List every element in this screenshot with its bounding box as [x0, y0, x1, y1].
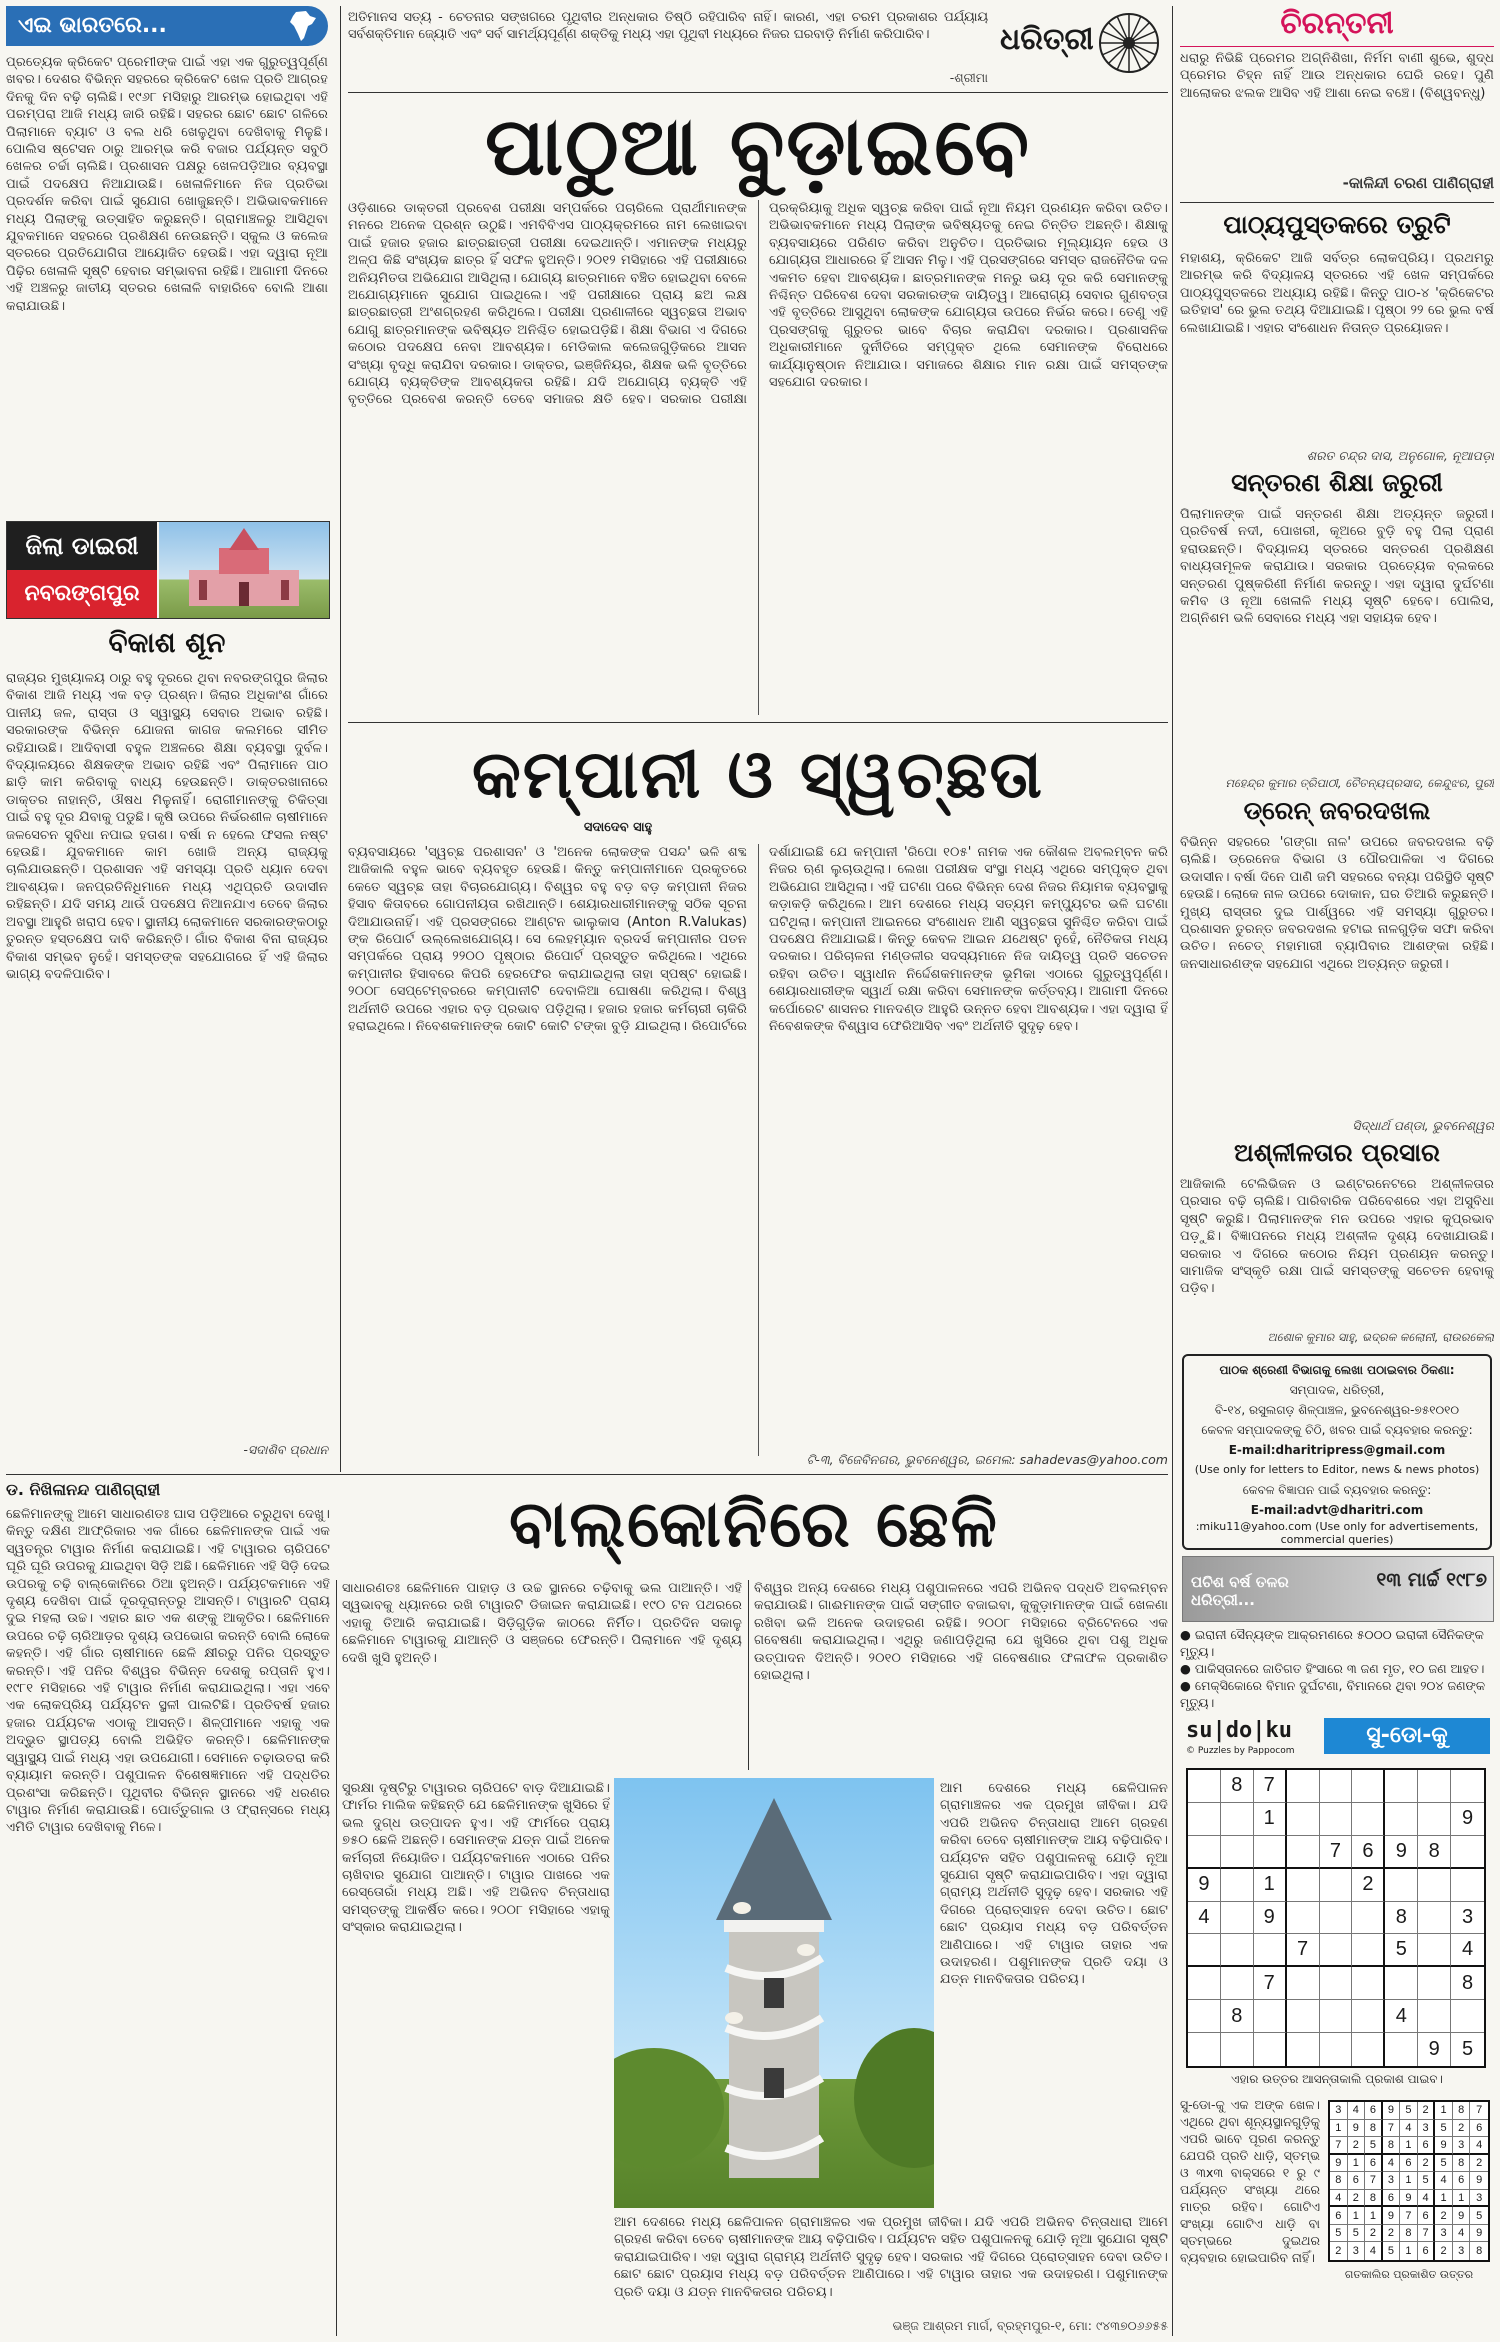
solution-cell: 8 [1365, 2120, 1383, 2138]
contact-box [1182, 1354, 1492, 1550]
sudoku-logo [1182, 1714, 1492, 1762]
editorial1-text: ଓଡ଼ିଶାରେ ଡାକ୍ତରୀ ପ୍ରବେଶ ପରୀକ୍ଷା ସମ୍ପର୍କରେ ପଚାରିଲେ ପ୍ରାର୍ଥୀମାନଙ୍କ ମନରେ ଅନେକ ପ୍ରଶ୍ନ ଉଠୁଛି। ଏମବିବିଏସ ପାଠ୍ୟକ୍ରମରେ ନାମ ଲେଖାଇବା ପାଇଁ ହଜାର ହଜାର ଛାତ୍ରଛାତ୍ରୀ ପରୀକ୍ଷା ଦେଇଥାନ୍ତି। ଏମାନଙ୍କ ମଧ୍ୟରୁ ଅଳ୍ପ କିଛି ସଂଖ୍ୟକ ଛାତ୍ର ହିଁ ସଫଳ ହୁଅନ୍ତି। ୨୦୧୨ ମସିହାରେ ଏହି ପରୀକ୍ଷାରେ ଅନିୟମିତତା ଅଭିଯୋଗ ଆସିଥିଲା। ଯୋଗ୍ୟ ଛାତ୍ରମାନେ ବଞ୍ଚିତ ହୋଇଥିବା ବେଳେ ଅଯୋଗ୍ୟମାନେ ସୁଯୋଗ ପାଇଥିଲେ। ଏହି ପରୀକ୍ଷାରେ ପ୍ରାୟ ଛଅ ଲକ୍ଷ ଛାତ୍ରଛାତ୍ରୀ ଅଂଶଗ୍ରହଣ କରିଥିଲେ। ପରୀକ୍ଷା ପ୍ରଣାଳୀରେ ସ୍ୱଚ୍ଛତା ଅଭାବ ଯୋଗୁ ଛାତ୍ରମାନଙ୍କ ଭବିଷ୍ୟତ ଅନିଶ୍ଚିତ ହୋଇପଡ଼ିଛି। ଶିକ୍ଷା ବିଭାଗ ଏ ଦିଗରେ କଠୋର ପଦକ୍ଷେପ ନେବା ଆବଶ୍ୟକ। ମେଡିକାଲ କଲେଜଗୁଡ଼ିକରେ ଆସନ ସଂଖ୍ୟା ବୃଦ୍ଧି କରାଯିବା ଦରକାର। ଡାକ୍ତର, ଇଞ୍ଜିନିୟର, ଶିକ୍ଷକ ଭଳି ବୃତ୍ତିରେ ଯୋଗ୍ୟ ବ୍ୟକ୍ତିଙ୍କ ଆବଶ୍ୟକତା ରହିଛି। ଯଦି ଅଯୋଗ୍ୟ ବ୍ୟକ୍ତି ଏହି ବୃତ୍ତିରେ ପ୍ରବେଶ କରନ୍ତି ତେବେ ସମାଜର କ୍ଷତି ହେବ। ସରକାର ପରୀକ୍ଷା ପ୍ରକ୍ରିୟାକୁ ଅଧିକ ସ୍ୱଚ୍ଛ କରିବା ପାଇଁ ନୂଆ ନିୟମ ପ୍ରଣୟନ କରିବା ଉଚିତ। ଅଭିଭାବକମାନେ ମଧ୍ୟ ପିଲାଙ୍କ ଭବିଷ୍ୟତକୁ ନେଇ ଚିନ୍ତିତ ଅଛନ୍ତି। ଶିକ୍ଷାକୁ ବ୍ୟବସାୟରେ ପରିଣତ କରିବା ଅନୁଚିତ। ପ୍ରତିଭାର ମୂଲ୍ୟାୟନ ହେଉ ଓ ଯୋଗ୍ୟତା ଆଧାରରେ ହିଁ ଆସନ ମିଳୁ। ଏହି ପ୍ରସଙ୍ଗରେ ସମସ୍ତ ରାଜନୈତିକ ଦଳ ଏକମତ ହେବା ଆବଶ୍ୟକ। ଛାତ୍ରମାନଙ୍କ ମନରୁ ଭୟ ଦୂର କରି ସେମାନଙ୍କୁ ନିଶ୍ଚିନ୍ତ ପରିବେଶ ଦେବା ସରକାରଙ୍କ ଦାୟିତ୍ୱ। ଆରୋଗ୍ୟ ସେବାର ଗୁଣବତ୍ତା ଏହି ବୃତ୍ତିରେ ଆସୁଥିବା ଲୋକଙ୍କ ଯୋଗ୍ୟତା ଉପରେ ନିର୍ଭର କରେ। ତେଣୁ ଏହି ପ୍ରସଙ୍ଗକୁ ଗୁରୁତର ଭାବେ ବିଚାର କରାଯିବା ଦରକାର। ପ୍ରଶାସନିକ ଅଧିକାରୀମାନେ ଦୁର୍ନୀତିରେ ସମ୍ପୃକ୍ତ ଥିଲେ ସେମାନଙ୍କ ବିରୋଧରେ କାର୍ଯ୍ୟାନୁଷ୍ଠାନ ନିଆଯାଉ। ସମାଜରେ ଶିକ୍ଷାର ମାନ ରକ୍ଷା ପାଇଁ ସମସ୍ତଙ୍କ ସହଯୋଗ ଦରକାର। [348, 201, 1168, 408]
editorial2-author: ସଦାଦେବ ସାହୁ [583, 820, 653, 835]
editorial2-bottom-rule [6, 1474, 1168, 1475]
sudoku-cell: 1 [1254, 1869, 1287, 1902]
sudoku-cell [1287, 1967, 1320, 2000]
editorial2-signature: ଟି-୩, ବିଜେବିନଗର, ଭୁବନେଶ୍ୱର, ଇମେଲ: sahadevas@yahoo.com [806, 1452, 1168, 1467]
sudoku-cell: 5 [1451, 2033, 1484, 2066]
sudoku-cell: 3 [1451, 1902, 1484, 1935]
sudoku-cell [1451, 1869, 1484, 1902]
sudoku-logo-sub: © Puzzles by Pappocom [1186, 1746, 1295, 1756]
solution-cell: 6 [1418, 2207, 1436, 2225]
sudoku-cell [1320, 2000, 1353, 2033]
solution-cell: 6 [1418, 2242, 1436, 2260]
sudoku-cell [1221, 2033, 1254, 2066]
solution-cell: 6 [1365, 2102, 1383, 2120]
solution-cell: 6 [1383, 2190, 1401, 2208]
sudoku-cell: 4 [1385, 2000, 1418, 2033]
editorial3-signature: ଭଞ୍ଜ ଆଶ୍ରମ ମାର୍ଗ, ବ୍ରହ୍ମପୁର-୧, ମୋ: ୯୪୩୭୦୬୬୫୫ [892, 2318, 1168, 2333]
solution-cell: 1 [1435, 2102, 1453, 2120]
dharitri-logo [1000, 10, 1160, 82]
history-banner-right: ୧୩ ମାର୍ଚ୍ଚ ୧୯୮୭ [1376, 1569, 1487, 1591]
solution-cell: 2 [1383, 2225, 1401, 2243]
sudoku-cell [1320, 2033, 1353, 2066]
solution-cell: 9 [1470, 2225, 1488, 2243]
letter2-signature: ମହେନ୍ଦ୍ର କୁମାର ତ୍ରିପାଠୀ, ଚୈତନ୍ୟପ୍ରସାଦ, କେନ୍ଦୁଝର, ପୁରୀ [1225, 776, 1494, 790]
dharitri-logo-text: ଧରିତ୍ରୀ [1000, 22, 1094, 57]
sudoku-cell: 4 [1188, 1902, 1221, 1935]
solution-cell: 8 [1383, 2137, 1401, 2155]
sudoku-cell [1188, 1836, 1221, 1869]
sudoku-cell [1287, 2000, 1320, 2033]
sudoku-cell: 8 [1385, 1902, 1418, 1935]
sudoku-cell [1221, 1836, 1254, 1869]
sudoku-cell [1352, 1934, 1385, 1967]
goat-tower-photo [614, 1778, 934, 2208]
sudoku-cell [1254, 1934, 1287, 1967]
sudoku-cell [1221, 1803, 1254, 1836]
contact-line: କେବଳ ସମ୍ପାଦକଙ୍କୁ ଚିଠି, ଖବର ପାଇଁ ବ୍ୟବହାର କରନ୍ତୁ: [1201, 1423, 1473, 1437]
solution-cell: 3 [1330, 2102, 1348, 2120]
solution-cell: 4 [1400, 2120, 1418, 2138]
sudoku-cell [1188, 2000, 1221, 2033]
chirantani-author: -କାଳିନ୍ଦୀ ଚରଣ ପାଣିଗ୍ରାହୀ [1342, 174, 1494, 192]
sudoku-cell [1254, 2033, 1287, 2066]
solution-cell: 5 [1435, 2120, 1453, 2138]
sudoku-cell [1451, 1836, 1484, 1869]
solution-cell: 1 [1435, 2190, 1453, 2208]
sudoku-cell [1418, 1869, 1451, 1902]
advt-email-link[interactable]: E-mail:advt@dharitri.com [1250, 1503, 1424, 1517]
letter4-text: ଆଜିକାଲି ଟେଲିଭିଜନ ଓ ଇଣ୍ଟରନେଟରେ ଅଶ୍ଳୀଳତାର ପ୍ରସାର ବଢ଼ି ଚାଲିଛି। ପାରିବାରିକ ପରିବେଶରେ ଏହା ଅସୁବିଧା ସୃଷ୍ଟି କରୁଛି। ପିଲାମାନଙ୍କ ମନ ଉପରେ ଏହାର କୁପ୍ରଭାବ ପଡ଼ୁଛି। ବିଜ୍ଞାପନରେ ମଧ୍ୟ ଅଶ୍ଳୀଳ ଦୃଶ୍ୟ ଦେଖାଯାଉଛି। ସରକାର ଏ ଦିଗରେ କଠୋର ନିୟମ ପ୍ରଣୟନ କରନ୍ତୁ। ସାମାଜିକ ସଂସ୍କୃତି ରକ୍ଷା ପାଇଁ ସମସ୍ତଙ୍କୁ ସଚେତନ ହେବାକୁ ପଡ଼ିବ। [1180, 1177, 1494, 1297]
solution-cell: 3 [1453, 2137, 1471, 2155]
ei-bharatare-banner [6, 6, 328, 46]
solution-cell: 8 [1453, 2102, 1471, 2120]
sudoku-cell [1418, 1902, 1451, 1935]
solution-cell: 2 [1435, 2207, 1453, 2225]
solution-cell: 2 [1330, 2242, 1348, 2260]
solution-cell: 4 [1330, 2190, 1348, 2208]
solution-cell: 8 [1330, 2172, 1348, 2190]
solution-cell: 6 [1400, 2155, 1418, 2173]
solution-cell: 2 [1418, 2102, 1436, 2120]
solution-cell: 5 [1365, 2137, 1383, 2155]
sudoku-cell: 9 [1451, 1803, 1484, 1836]
district-diary-banner [6, 521, 330, 619]
solution-cell: 1 [1453, 2190, 1471, 2208]
history-banner-left: ପଚିଶ ବର୍ଷ ତଳର ଧରିତ୍ରୀ... [1191, 1573, 1289, 1609]
letter3-signature: ସିଦ୍ଧାର୍ଥ ପଣ୍ଡା, ଭୁବନେଶ୍ୱର [1352, 1118, 1494, 1133]
sudoku-cell: 8 [1418, 1836, 1451, 1869]
solution-cell: 3 [1348, 2242, 1366, 2260]
solution-cell: 7 [1470, 2102, 1488, 2120]
contact-line: କେବଳ ବିଜ୍ଞାପନ ପାଇଁ ବ୍ୟବହାର କରନ୍ତୁ: [1242, 1483, 1432, 1497]
solution-cell: 5 [1348, 2225, 1366, 2243]
solution-cell: 4 [1348, 2102, 1366, 2120]
solution-cell: 9 [1383, 2207, 1401, 2225]
editorial3-text-left: ଛେଳିମାନଙ୍କୁ ଆମେ ସାଧାରଣତଃ ଘାସ ପଡ଼ିଆରେ ଚରୁଥିବା ଦେଖୁ। କିନ୍ତୁ ଦକ୍ଷିଣ ଆଫ୍ରିକାର ଏକ ଗାଁରେ ଛେଳିମାନଙ୍କ ପାଇଁ ଏକ ସ୍ୱତନ୍ତ୍ର ଟାୱାର ନିର୍ମାଣ କରାଯାଇଛି। ଏହି ଟାୱାରର ଚାରିପଟେ ଘୂରି ଘୂରି ଉପରକୁ ଯାଇଥିବା ସିଡ଼ି ଅଛି। ଛେଳିମାନେ ଏହି ସିଡ଼ି ଦେଇ ଉପରକୁ ଚଢ଼ି ବାଲ୍‌କୋନିରେ ଠିଆ ହୁଅନ୍ତି। ପର୍ଯ୍ୟଟକମାନେ ଏହି ଦୃଶ୍ୟ ଦେଖିବା ପାଇଁ ଦୂରଦୂରାନ୍ତରୁ ଆସନ୍ତି। ଟାୱାରଟି ପ୍ରାୟ ଦୁଇ ମହଲା ଉଚ୍ଚ। ଏହାର ଛାତ ଏକ ଶଙ୍କୁ ଆକୃତିର। ଛେଳିମାନେ ଉପରେ ଚଢ଼ି ଚାରିଆଡ଼ର ଦୃଶ୍ୟ ଉପଭୋଗ କରନ୍ତି ବୋଲି ଲୋକେ କହନ୍ତି। ଏହି ଗାଁର ଚାଷୀମାନେ ଛେଳି କ୍ଷୀରରୁ ପନିର ପ୍ରସ୍ତୁତ କରନ୍ତି। ଏହି ପନିର ବିଶ୍ୱର ବିଭିନ୍ନ ଦେଶକୁ ରପ୍ତାନି ହୁଏ। ୧୯୮୧ ମସିହାରେ ଏହି ଟାୱାର ନିର୍ମାଣ କରାଯାଇଥିଲା। ଏହା ଏବେ ଏକ ଲୋକପ୍ରିୟ ପର୍ଯ୍ୟଟନ ସ୍ଥଳୀ ପାଲଟିଛି। ପ୍ରତିବର୍ଷ ହଜାର ହଜାର ପର୍ଯ୍ୟଟକ ଏଠାକୁ ଆସନ୍ତି। ଶିଳ୍ପୀମାନେ ଏହାକୁ ଏକ ଅଦ୍ଭୁତ ସ୍ଥାପତ୍ୟ ବୋଲି ଅଭିହିତ କରନ୍ତି। ଛେଳିମାନଙ୍କ ସ୍ୱାସ୍ଥ୍ୟ ପାଇଁ ମଧ୍ୟ ଏହା ଉପଯୋଗୀ। ସେମାନେ ଚଢ଼ାଉତରା କରି ବ୍ୟାୟାମ କରନ୍ତି। ପଶୁପାଳନ ବିଶେଷଜ୍ଞମାନେ ଏହି ପଦ୍ଧତିର ପ୍ରଶଂସା କରିଛନ୍ତି। ପୃଥିବୀର ବିଭିନ୍ନ ସ୍ଥାନରେ ଏହି ଧରଣର ଟାୱାର ନିର୍ମାଣ କରାଯାଉଛି। ପୋର୍ତ୍ତୁଗାଲ ଓ ଫ୍ରାନ୍ସରେ ମଧ୍ୟ ଏମିତି ଟାୱାର ଦେଖିବାକୁ ମିଳେ। [6, 1507, 330, 1836]
sudoku-cell [1385, 1869, 1418, 1902]
letter1-title: ପାଠ୍ୟପୁସ୍ତକରେ ତ୍ରୁଟି [1223, 210, 1451, 239]
district-diary-label-bottom: ନବରଙ୍ଗପୁର [7, 570, 157, 618]
masthead-rule [348, 92, 1168, 93]
chirantani-poem: ଧରାରୁ ନିଭିଛି ପ୍ରେମର ଅଗ୍ନିଶିଖା, ନିର୍ମମ ବାଣୀ ଶୁଭେ, ଶୁଦ୍ଧ ପ୍ରେମର ଚିହ୍ନ ନାହିଁ ଆଉ ଅନ୍ଧକାର ଘେରି ରହେ। ପୁଣି ଆଲୋକର ଝଲକ ଆସିବ ଏହି ଆଶା ନେଇ ବଞ୍ଚେ। (ବିଶ୍ୱବନ୍ଧୁ) [1180, 51, 1494, 101]
history-banner [1182, 1556, 1494, 1622]
solution-cell: 3 [1453, 2242, 1471, 2260]
solution-cell: 8 [1453, 2155, 1471, 2173]
district-diary-label-top: ଜିଲା ଡାଇରୀ [7, 522, 157, 570]
sudoku-cell [1287, 1836, 1320, 1869]
solution-cell: 6 [1418, 2137, 1436, 2155]
sudoku-cell [1352, 1770, 1385, 1803]
editorial1-headline: ପାଠୁଆ ବୁଡ଼ାଇବେ [484, 99, 1031, 193]
masthead-quote: ଅତିମାନସ ସତ୍ୟ - ଚେତନାର ସଙ୍ଖଗରେ ପୃଥିବୀର ଅନ୍ଧକାର ତିଷ୍ଠି ରହିପାରିବ ନାହିଁ। କାରଣ, ଏହା ଚରମ ପ୍ରକାଶର ପର୍ଯ୍ୟାୟ ସର୍ବଶକ୍ତିମାନ ଜ୍ୟୋତି ଏବଂ ସର୍ବ ସାମର୍ଥ୍ୟପୂର୍ଣ୍ଣ ଶକ୍ତିକୁ ମଧ୍ୟ ଏହା ପୃଥିବୀ ମଧ୍ୟରେ ନିଜର ଘରବାଡ଼ି ନିର୍ମାଣ କରିପାରିବ। [348, 10, 988, 42]
solution-cell: 3 [1418, 2120, 1436, 2138]
sudoku-cell [1287, 1902, 1320, 1935]
solution-cell: 3 [1383, 2172, 1401, 2190]
solution-cell: 4 [1383, 2155, 1401, 2173]
sudoku-cell [1320, 1770, 1353, 1803]
sudoku-cell: 4 [1451, 1934, 1484, 1967]
solution-cell: 4 [1453, 2225, 1471, 2243]
contact-line: ସମ୍ପାଦକ, ଧରିତ୍ରୀ, [1289, 1383, 1385, 1397]
sudoku-cell [1352, 1902, 1385, 1935]
solution-cell: 2 [1470, 2155, 1488, 2173]
solution-cell: 8 [1400, 2225, 1418, 2243]
sudoku-cell: 2 [1352, 1869, 1385, 1902]
editorial3-headline: ବାଲ୍‌କୋନିରେ ଛେଳି [509, 1487, 999, 1562]
sudoku-cell [1221, 1902, 1254, 1935]
solution-cell: 6 [1453, 2172, 1471, 2190]
history-item: ● ଇରାନୀ ସୈନ୍ୟଙ୍କ ଆକ୍ରମଣରେ ୫୦୦୦ ଇରାକୀ ସୈନିକଙ୍କ ମୃତ୍ୟୁ। [1180, 1627, 1484, 1659]
editorial3-text-right1: ବିଶ୍ୱର ଅନ୍ୟ ଦେଶରେ ମଧ୍ୟ ପଶୁପାଳନରେ ଏପରି ଅଭିନବ ପଦ୍ଧତି ଅବଲମ୍ବନ କରାଯାଉଛି। ଗାଈମାନଙ୍କ ପାଇଁ ସଙ୍ଗୀତ ବଜାଇବା, କୁକୁଡ଼ାମାନଙ୍କ ପାଇଁ ଖେଳଣା ରଖିବା ଭଳି ଅନେକ ଉଦାହରଣ ରହିଛି। ୨୦୦୮ ମସିହାରେ ବ୍ରିଟେନରେ ଏକ ଗବେଷଣା କରାଯାଇଥିଲା। ଏଥିରୁ ଜଣାପଡ଼ିଥିଲା ଯେ ଖୁସିରେ ଥିବା ପଶୁ ଅଧିକ ଉତ୍ପାଦନ ଦିଅନ୍ତି। ୨୦୧୦ ମସିହାରେ ଏହି ଗବେଷଣାର ଫଳାଫଳ ପ୍ରକାଶିତ ହୋଇଥିଲା। [754, 1581, 1168, 1684]
letter1-text: ମହାଶୟ, କ୍ରିକେଟ ଆଜି ସର୍ବତ୍ର ଲୋକପ୍ରିୟ। ପ୍ରଥମରୁ ଆରମ୍ଭ କରି ବିଦ୍ୟାଳୟ ସ୍ତରରେ ଏହି ଖେଳ ସମ୍ପର୍କରେ ପାଠ୍ୟପୁସ୍ତକରେ ଅଧ୍ୟାୟ ରହିଛି। କିନ୍ତୁ ପାଠ-୪ 'କ୍ରିକେଟର ଇତିହାସ' ରେ ଭୁଲ ତଥ୍ୟ ଦିଆଯାଇଛି। ପୃଷ୍ଠା ୨୨ ରେ ଭୁଲ ବର୍ଷ ଲେଖାଯାଇଛି। ଏହାର ସଂଶୋଧନ ନିତାନ୍ତ ପ୍ରୟୋଜନ। [1180, 251, 1494, 336]
solution-cell: 2 [1365, 2225, 1383, 2243]
sudoku-cell [1221, 1869, 1254, 1902]
solution-cell: 1 [1348, 2207, 1366, 2225]
solution-cell: 4 [1418, 2190, 1436, 2208]
sudoku-cell [1188, 2033, 1221, 2066]
letter2-title: ସନ୍ତରଣ ଶିକ୍ଷା ଜରୁରୀ [1231, 468, 1443, 497]
right-column [1180, 6, 1494, 2336]
masthead [348, 6, 1168, 90]
editorial3-text-bottom: ଆମ ଦେଶରେ ମଧ୍ୟ ଛେଳିପାଳନ ଗ୍ରାମାଞ୍ଚଳର ଏକ ପ୍ରମୁଖ ଜୀବିକା। ଯଦି ଏପରି ଅଭିନବ ଚିନ୍ତାଧାରା ଆମେ ଗ୍ରହଣ କରିବା ତେବେ ଚାଷୀମାନଙ୍କ ଆୟ ବଢ଼ିପାରିବ। ପର୍ଯ୍ୟଟନ ସହିତ ପଶୁପାଳନକୁ ଯୋଡ଼ି ନୂଆ ସୁଯୋଗ ସୃଷ୍ଟି କରାଯାଇପାରିବ। ଏହା ଦ୍ୱାରା ଗ୍ରାମ୍ୟ ଅର୍ଥନୀତି ସୁଦୃଢ଼ ହେବ। ସରକାର ଏହି ଦିଗରେ ପ୍ରୋତ୍ସାହନ ଦେବା ଉଚିତ। ଛୋଟ ଛୋଟ ପ୍ରୟାସ ମଧ୍ୟ ବଡ଼ ପରିବର୍ତ୍ତନ ଆଣିପାରେ। ଏହି ଟାୱାର ତାହାର ଏକ ଉଦାହରଣ। ପଶୁମାନଙ୍କ ପ୍ରତି ଦୟା ଓ ଯତ୍ନ ମାନବିକତାର ପରିଚୟ। [614, 2215, 1168, 2300]
sudoku-cell [1352, 2033, 1385, 2066]
sudoku-cell [1451, 2000, 1484, 2033]
sudoku-grid [1186, 1768, 1486, 2068]
contact-line: (Use only for letters to Editor, news & news photos) [1194, 1463, 1480, 1476]
solution-cell: 8 [1365, 2190, 1383, 2208]
letter3-text: ବିଭିନ୍ନ ସହରରେ 'ଗଙ୍ଗା ନାଳ' ଉପରେ ଜବରଦଖଲ ବଢ଼ି ଚାଲିଛି। ଡ୍ରେନେଜ ବିଭାଗ ଓ ପୌରପାଳିକା ଏ ଦିଗରେ ଉଦାସୀନ। ବର୍ଷା ଦିନେ ପାଣି ଜମି ସହରରେ ବନ୍ୟା ପରିସ୍ଥିତି ସୃଷ୍ଟି ହେଉଛି। ଲୋକେ ନାଳ ଉପରେ ଦୋକାନ, ଘର ତିଆରି କରୁଛନ୍ତି। ମୁଖ୍ୟ ରାସ୍ତାର ଦୁଇ ପାର୍ଶ୍ୱରେ ଏହି ସମସ୍ୟା ଗୁରୁତର। ପ୍ରଶାସନ ତୁରନ୍ତ ଜବରଦଖଲ ହଟାଇ ନାଳଗୁଡ଼ିକ ସଫା କରିବା ଉଚିତ। ନଚେତ୍ ମହାମାରୀ ବ୍ୟାପିବାର ଆଶଙ୍କା ରହିଛି। ଜନସାଧାରଣଙ୍କ ସହଯୋଗ ଏଥିରେ ଅତ୍ୟନ୍ତ ଜରୁରୀ। [1180, 835, 1494, 972]
solution-cell: 5 [1400, 2102, 1418, 2120]
solution-cell: 9 [1348, 2120, 1366, 2138]
letter4-title: ଅଶ୍ଳୀଳତାର ପ୍ରସାର [1233, 1138, 1440, 1167]
solution-cell: 1 [1348, 2155, 1366, 2173]
sudoku-cell [1221, 1967, 1254, 2000]
history-list [1180, 1626, 1494, 1710]
sudoku-cell: 5 [1385, 1934, 1418, 1967]
solution-cell: 7 [1418, 2225, 1436, 2243]
sudoku-logo-right: ସୁ-ଡୋ-କୁ [1324, 1718, 1490, 1754]
sudoku-cell: 6 [1352, 1836, 1385, 1869]
district-story: ରାଜ୍ୟର ମୁଖ୍ୟାଳୟ ଠାରୁ ବହୁ ଦୂରରେ ଥିବା ନବରଙ୍ଗପୁର ଜିଲାର ବିକାଶ ଆଜି ମଧ୍ୟ ଏକ ବଡ଼ ପ୍ରଶ୍ନ। ଜିଲାର ଅଧିକାଂଶ ଗାଁରେ ପାନୀୟ ଜଳ, ରାସ୍ତା ଓ ସ୍ୱାସ୍ଥ୍ୟ ସେବାର ଅଭାବ ରହିଛି। ସରକାରଙ୍କ ବିଭିନ୍ନ ଯୋଜନା କାଗଜ କଲମରେ ସୀମିତ ରହିଯାଉଛି। ଆଦିବାସୀ ବହୁଳ ଅଞ୍ଚଳରେ ଶିକ୍ଷା ବ୍ୟବସ୍ଥା ଦୁର୍ବଳ। ବିଦ୍ୟାଳୟରେ ଶିକ୍ଷକଙ୍କ ଅଭାବ ରହିଛି ଏବଂ ପିଲାମାନେ ପାଠ ଛାଡ଼ି କାମ କରିବାକୁ ବାଧ୍ୟ ହେଉଛନ୍ତି। ଡାକ୍ତରଖାନାରେ ଡାକ୍ତର ନାହାନ୍ତି, ଔଷଧ ମିଳୁନାହିଁ। ରୋଗୀମାନଙ୍କୁ ଚିକିତ୍ସା ପାଇଁ ବହୁ ଦୂର ଯିବାକୁ ପଡୁଛି। କୃଷି ଉପରେ ନିର୍ଭରଶୀଳ ଚାଷୀମାନେ ଜଳସେଚନ ସୁବିଧା ନପାଇ ହତାଶ। ବର୍ଷା ନ ହେଲେ ଫସଲ ନଷ୍ଟ ହେଉଛି। ଯୁବକମାନେ କାମ ଖୋଜି ଅନ୍ୟ ରାଜ୍ୟକୁ ଚାଲିଯାଉଛନ୍ତି। ପ୍ରଶାସନ ଏହି ସମସ୍ୟା ପ୍ରତି ଧ୍ୟାନ ଦେବା ଆବଶ୍ୟକ। ଜନପ୍ରତିନିଧିମାନେ ମଧ୍ୟ ଏଥିପ୍ରତି ଉଦାସୀନ ରହିଛନ୍ତି। ଯଦି ସମୟ ଥାଉଁ ପଦକ୍ଷେପ ନିଆନଯାଏ ତେବେ ଜିଲାର ଅବସ୍ଥା ଆହୁରି ଖରାପ ହେବ। ସ୍ଥାନୀୟ ଲୋକମାନେ ସରକାରଙ୍କଠାରୁ ତୁରନ୍ତ ହସ୍ତକ୍ଷେପ ଦାବି କରିଛନ୍ତି। ଗାଁର ବିକାଶ ବିନା ରାଜ୍ୟର ବିକାଶ ସମ୍ଭବ ନୁହେଁ। ସମସ୍ତଙ୍କ ସହଯୋଗରେ ହିଁ ଏହି ଜିଲାର ଭାଗ୍ୟ ବଦଳିପାରିବ। [6, 671, 328, 982]
sudoku-cell: 9 [1188, 1869, 1221, 1902]
sudoku-cell [1287, 1770, 1320, 1803]
district-story-signature: -ସଦାଶିବ ପ୍ରଧାନ [243, 1442, 328, 1457]
sudoku-cell: 9 [1385, 1836, 1418, 1869]
solution-cell: 6 [1365, 2155, 1383, 2173]
solution-cell: 1 [1400, 2172, 1418, 2190]
sudoku-cell [1385, 2033, 1418, 2066]
sudoku-cell [1418, 1803, 1451, 1836]
solution-cell: 2 [1348, 2190, 1366, 2208]
solution-cell: 9 [1435, 2137, 1453, 2155]
solution-cell: 7 [1383, 2120, 1401, 2138]
solution-cell: 6 [1330, 2207, 1348, 2225]
sudoku-cell [1287, 1803, 1320, 1836]
temple-photo [159, 522, 329, 618]
divider-left [340, 6, 341, 1472]
ei-bharatare-story: ପ୍ରତ୍ୟେକ କ୍ରିକେଟ ପ୍ରେମୀଙ୍କ ପାଇଁ ଏହା ଏକ ଗୁରୁତ୍ୱପୂର୍ଣ୍ଣ ଖବର। ଦେଶର ବିଭିନ୍ନ ସହରରେ କ୍ରିକେଟ ଖେଳ ପ୍ରତି ଆଗ୍ରହ ଦିନକୁ ଦିନ ବଢ଼ି ଚାଲିଛି। ୧୯୬୮ ମସିହାରୁ ଆରମ୍ଭ ହୋଇଥିବା ଏହି ପରମ୍ପରା ଆଜି ମଧ୍ୟ ଜାରି ରହିଛି। ସହରର ଛୋଟ ଛୋଟ ଗଳିରେ ପିଲାମାନେ ବ୍ୟାଟ ଓ ବଲ ଧରି ଖେଳୁଥିବା ଦେଖିବାକୁ ମିଳୁଛି। ପୋଲିସ ଷ୍ଟେସନ ଠାରୁ ଆରମ୍ଭ କରି ବଜାର ପର୍ଯ୍ୟନ୍ତ ସବୁଠି ଖେଳର ଚର୍ଚ୍ଚା ଚାଲିଛି। ପ୍ରଶାସନ ପକ୍ଷରୁ ଖେଳପଡ଼ିଆର ବ୍ୟବସ୍ଥା ପାଇଁ ପଦକ୍ଷେପ ନିଆଯାଉଛି। ଖେଳାଳିମାନେ ନିଜ ପ୍ରତିଭା ପ୍ରଦର୍ଶନ କରିବା ପାଇଁ ସୁଯୋଗ ଖୋଜୁଛନ୍ତି। ଅଭିଭାବକମାନେ ମଧ୍ୟ ପିଲାଙ୍କୁ ଉତ୍ସାହିତ କରୁଛନ୍ତି। ଗ୍ରାମାଞ୍ଚଳରୁ ଆସିଥିବା ଯୁବକମାନେ ସହରରେ ପ୍ରଶିକ୍ଷଣ ନେଉଛନ୍ତି। ସ୍କୁଲ ଓ କଲେଜ ସ୍ତରରେ ପ୍ରତିଯୋଗିତା ଆୟୋଜିତ ହେଉଛି। ଏହା ଦ୍ୱାରା ନୂଆ ପିଢ଼ିର ଖେଳାଳି ସୃଷ୍ଟି ହେବାର ସମ୍ଭାବନା ରହିଛି। ଆଗାମୀ ଦିନରେ ଏହି ଅଞ୍ଚଳରୁ ଜାତୀୟ ସ୍ତରର ଖେଳାଳି ବାହାରିବେ ବୋଲି ଆଶା କରାଯାଉଛି। [6, 55, 328, 314]
sudoku-cell [1188, 1803, 1221, 1836]
editorial1-bottom-rule [348, 722, 1168, 723]
sudoku-cell: 8 [1221, 2000, 1254, 2033]
sudoku-cell: 7 [1320, 1836, 1353, 1869]
sudoku-cell [1418, 1967, 1451, 2000]
sudoku-cell [1352, 2000, 1385, 2033]
sudoku-cell [1320, 1869, 1353, 1902]
solution-cell: 2 [1418, 2155, 1436, 2173]
sudoku-cell [1320, 1803, 1353, 1836]
solution-cell: 2 [1453, 2120, 1471, 2138]
contact-line: ବି-୧୪, ରସୁଲଗଡ଼ ଶିଳ୍ପାଞ୍ଚଳ, ଭୁବନେଶ୍ୱର-୭୫୧୦୧୦ [1214, 1403, 1460, 1417]
history-item: ● ପାକିସ୍ତାନରେ ଜାତିଗତ ହିଂସାରେ ୩ ଜଣ ମୃତ, ୧୦ ଜଣ ଆହତ। [1180, 1661, 1485, 1676]
sudoku-cell [1221, 1934, 1254, 1967]
editorial2-headline: କମ୍ପାନୀ ଓ ସ୍ୱଚ୍ଛତା [472, 735, 1044, 813]
solution-cell: 1 [1400, 2242, 1418, 2260]
letter3-title: ଡ୍ରେନ୍ ଜବରଦଖଲ [1243, 796, 1431, 825]
solution-cell: 2 [1435, 2242, 1453, 2260]
sudoku-cell [1418, 2000, 1451, 2033]
chirantani-title: ଚିରନ୍ତନୀ [1180, 6, 1494, 47]
sudoku-cell [1287, 2033, 1320, 2066]
history-item: ● ମେକ୍‌ସିକୋରେ ବିମାନ ଦୁର୍ଘଟଣା, ବିମାନରେ ଥିବା ୨୦୪ ଜଣଙ୍କ ମୃତ୍ୟୁ। [1180, 1678, 1486, 1710]
sudoku-cell [1320, 1934, 1353, 1967]
solution-cell: 5 [1435, 2155, 1453, 2173]
solution-cell: 4 [1365, 2242, 1383, 2260]
sudoku-solution-grid [1328, 2100, 1490, 2262]
sudoku-cell [1418, 1770, 1451, 1803]
district-headline: ବିକାଶ ଶୂନ [108, 626, 226, 659]
solution-cell: 1 [1330, 2120, 1348, 2138]
sudoku-cell: 8 [1221, 1770, 1254, 1803]
solution-cell: 9 [1330, 2155, 1348, 2173]
solution-cell: 9 [1470, 2172, 1488, 2190]
sudoku-cell [1451, 1770, 1484, 1803]
sudoku-cell: 7 [1254, 1967, 1287, 2000]
editorial3-divider-2 [748, 1580, 749, 1770]
left-column [6, 6, 346, 1466]
sudoku-logo-left: su|do|ku [1186, 1718, 1292, 1743]
masthead-quote-author: -ଶ୍ରୀମା [949, 70, 988, 85]
contact-line: ପାଠକ ଶ୍ରେଣୀ ବିଭାଗକୁ ଲେଖା ପଠାଇବାର ଠିକଣା: [1219, 1363, 1455, 1377]
editorial2-text: ବ୍ୟବସାୟରେ 'ସ୍ୱଚ୍ଛ ପରଶାସନ' ଓ 'ଅନେକ ଲୋକଙ୍କ ପସନ୍ଦ' ଭଳି ଶବ୍ଦ ଆଜିକାଲି ବହୁଳ ଭାବେ ବ୍ୟବହୃତ ହେଉଛି। କିନ୍ତୁ କମ୍ପାନୀମାନେ ପ୍ରକୃତରେ କେତେ ସ୍ୱଚ୍ଛ ତାହା ବିଚାରଯୋଗ୍ୟ। ବିଶ୍ୱର ବହୁ ବଡ଼ ବଡ଼ କମ୍ପାନୀ ନିଜର ହିସାବ କିତାବରେ ଗୋପନୀୟତା ରଖିଥାନ୍ତି। ଶେୟାରଧାରୀମାନଙ୍କୁ ସଠିକ ସୂଚନା ଦିଆଯାଉନାହିଁ। ଏହି ପ୍ରସଙ୍ଗରେ ଆଣ୍ଟନ ଭାଲୁକାସ (Anton R.Valukas) ଙ୍କ ରିପୋର୍ଟ ଉଲ୍ଲେଖଯୋଗ୍ୟ। ସେ ଲେହମ୍ୟାନ ବ୍ରଦର୍ସ କମ୍ପାନୀର ପତନ ସମ୍ପର୍କରେ ପ୍ରାୟ ୨୨୦୦ ପୃଷ୍ଠାର ରିପୋର୍ଟ ପ୍ରସ୍ତୁତ କରିଥିଲେ। ଏଥିରେ କମ୍ପାନୀର ହିସାବରେ କିପରି ହେରଫେର କରାଯାଇଥିଲା ତାହା ସ୍ପଷ୍ଟ ହୋଇଛି। ୨୦୦୮ ସେପ୍ଟେମ୍ବରରେ କମ୍ପାନୀଟି ଦେବାଳିଆ ଘୋଷଣା କରିଥିଲା। ବିଶ୍ୱ ଅର୍ଥନୀତି ଉପରେ ଏହାର ବଡ଼ ପ୍ରଭାବ ପଡ଼ିଥିଲା। ହଜାର ହଜାର କର୍ମଚାରୀ ଚାକିରି ହରାଇଥିଲେ। ନିବେଶକମାନଙ୍କ କୋଟି କୋଟି ଟଙ୍କା ବୁଡ଼ି ଯାଇଥିଲା। ରିପୋର୍ଟରେ ଦର୍ଶାଯାଇଛି ଯେ କମ୍ପାନୀ 'ରିପୋ ୧୦୫' ନାମକ ଏକ କୌଶଳ ଅବଲମ୍ବନ କରି ନିଜର ଋଣ ଲୁଚାଉଥିଲା। ଲେଖା ପରୀକ୍ଷକ ସଂସ୍ଥା ମଧ୍ୟ ଏଥିରେ ସମ୍ପୃକ୍ତ ଥିବା ଅଭିଯୋଗ ଆସିଥିଲା। ଏହି ଘଟଣା ପରେ ବିଭିନ୍ନ ଦେଶ ନିଜର ନିୟାମକ ବ୍ୟବସ୍ଥାକୁ କଡ଼ାକଡ଼ି କରିଥିଲେ। ଆମ ଦେଶରେ ମଧ୍ୟ ସତ୍ୟମ କମ୍ପ୍ୟୁଟର ଭଳି ଘଟଣା ଘଟିଥିଲା। କମ୍ପାନୀ ଆଇନରେ ସଂଶୋଧନ ଆଣି ସ୍ୱଚ୍ଛତା ସୁନିଶ୍ଚିତ କରିବା ପାଇଁ ପଦକ୍ଷେପ ନିଆଯାଇଛି। କିନ୍ତୁ କେବଳ ଆଇନ ଯଥେଷ୍ଟ ନୁହେଁ, ନୈତିକତା ମଧ୍ୟ ଦରକାର। ପରିଚାଳନା ମଣ୍ଡଳୀର ସଦସ୍ୟମାନେ ନିଜ ଦାୟିତ୍ୱ ପ୍ରତି ସଚେତନ ରହିବା ଉଚିତ। ସ୍ୱାଧୀନ ନିର୍ଦ୍ଦେଶକମାନଙ୍କ ଭୂମିକା ଏଠାରେ ଗୁରୁତ୍ୱପୂର୍ଣ୍ଣ। ଶେୟାରଧାରୀଙ୍କ ସ୍ୱାର୍ଥ ରକ୍ଷା କରିବା ସେମାନଙ୍କ କର୍ତ୍ତବ୍ୟ। ଆଗାମୀ ଦିନରେ କର୍ପୋରେଟ ଶାସନର ମାନଦଣ୍ଡ ଆହୁରି ଉନ୍ନତ ହେବା ଆବଶ୍ୟକ। ଏହା ଦ୍ୱାରା ହିଁ ନିବେଶକଙ୍କ ବିଶ୍ୱାସ ଫେରିଆସିବ ଏବଂ ଅର୍ଥନୀତି ସୁଦୃଢ଼ ହେବ। [348, 845, 1168, 1035]
sudoku-cell [1418, 1934, 1451, 1967]
sudoku-cell [1188, 1967, 1221, 2000]
editorial3-text-mid1: ସାଧାରଣତଃ ଛେଳିମାନେ ପାହାଡ଼ ଓ ଉଚ୍ଚ ସ୍ଥାନରେ ଚଢ଼ିବାକୁ ଭଲ ପାଆନ୍ତି। ଏହି ସ୍ୱଭାବକୁ ଧ୍ୟାନରେ ରଖି ଟାୱାରଟି ଡିଜାଇନ କରାଯାଇଛି। ୧୯୦ ଟନ ପଥରରେ ଏହାକୁ ତିଆରି କରାଯାଇଛି। ସିଡ଼ିଗୁଡ଼ିକ କାଠରେ ନିର୍ମିତ। ପ୍ରତିଦିନ ସକାଳୁ ଛେଳିମାନେ ଟାୱାରକୁ ଯାଆନ୍ତି ଓ ସଞ୍ଜରେ ଫେରନ୍ତି। ପିଲାମାନେ ଏହି ଦୃଶ୍ୟ ଦେଖି ଖୁସି ହୁଅନ୍ତି। [342, 1581, 742, 1666]
letter1-signature: ଶରତ ଚନ୍ଦ୍ର ଦାସ, ଅନୁଗୋଳ, ନୂଆପଡ଼ା [1306, 448, 1494, 463]
solution-cell: 4 [1435, 2172, 1453, 2190]
sudoku-cell [1352, 1967, 1385, 2000]
divider-right [1172, 6, 1173, 2336]
letter4-signature: ଅଶୋକ କୁମାର ସାହୁ, ଭଦ୍ରକ କଲୋନୀ, ରାଉରକେଲା [1267, 1330, 1494, 1344]
sudoku-cell [1254, 1836, 1287, 1869]
sudoku-cell [1320, 1967, 1353, 2000]
solution-cell: 6 [1470, 2120, 1488, 2138]
solution-caption: ଗତକାଲିର ପ୍ରକାଶିତ ଉତ୍ତର [1344, 2268, 1474, 2281]
india-map-icon [288, 10, 318, 42]
chirantani-rule [1180, 202, 1494, 203]
sudoku-cell [1352, 1803, 1385, 1836]
solution-cell: 6 [1348, 2172, 1366, 2190]
solution-cell: 1 [1400, 2137, 1418, 2155]
solution-cell: 5 [1383, 2242, 1401, 2260]
sudoku-cell [1188, 1934, 1221, 1967]
sudoku-cell: 7 [1254, 1770, 1287, 1803]
solution-cell: 7 [1400, 2207, 1418, 2225]
solution-cell: 5 [1470, 2207, 1488, 2225]
sudoku-cell [1385, 1967, 1418, 2000]
sudoku-cell [1188, 1770, 1221, 1803]
sudoku-rules: ସୁ-ଡୋ-କୁ ଏକ ଅଙ୍କ ଖେଳ। ଏଥିରେ ଥିବା ଶୂନ୍ୟସ୍ଥାନଗୁଡ଼ିକୁ ଏପରି ଭାବେ ପୂରଣ କରନ୍ତୁ ଯେପରି ପ୍ରତି ଧାଡ଼ି, ସ୍ତମ୍ଭ ଓ ୩x୩ ବାକ୍ସରେ ୧ ରୁ ୯ ପର୍ଯ୍ୟନ୍ତ ସଂଖ୍ୟା ଥରେ ମାତ୍ର ରହିବ। ଗୋଟିଏ ସଂଖ୍ୟା ଗୋଟିଏ ଧାଡ଼ି ବା ସ୍ତମ୍ଭରେ ଦୁଇଥର ବ୍ୟବହାର ହୋଇପାରିବ ନାହିଁ। [1180, 2097, 1320, 2265]
solution-cell: 9 [1383, 2102, 1401, 2120]
solution-cell: 9 [1453, 2207, 1471, 2225]
sudoku-cell [1254, 2000, 1287, 2033]
sudoku-cell: 1 [1254, 1803, 1287, 1836]
solution-cell: 4 [1470, 2137, 1488, 2155]
editorial3-author: ଡ. ନିଖିଳାନନ୍ଦ ପାଣିଗ୍ରାହୀ [6, 1480, 161, 1499]
solution-cell: 2 [1348, 2137, 1366, 2155]
letter2-text: ପିଲାମାନଙ୍କ ପାଇଁ ସନ୍ତରଣ ଶିକ୍ଷା ଅତ୍ୟନ୍ତ ଜରୁରୀ। ପ୍ରତିବର୍ଷ ନଦୀ, ପୋଖରୀ, କୂଅରେ ବୁଡ଼ି ବହୁ ପିଲା ପ୍ରାଣ ହରାଉଛନ୍ତି। ବିଦ୍ୟାଳୟ ସ୍ତରରେ ସନ୍ତରଣ ପ୍ରଶିକ୍ଷଣ ବାଧ୍ୟତାମୂଳକ କରାଯାଉ। ସରକାର ପ୍ରତ୍ୟେକ ବ୍ଲକରେ ସନ୍ତରଣ ପୁଷ୍କରିଣୀ ନିର୍ମାଣ କରନ୍ତୁ। ଏହା ଦ୍ୱାରା ଦୁର୍ଘଟଣା କମିବ ଓ ନୂଆ ଖେଳାଳି ମଧ୍ୟ ସୃଷ୍ଟି ହେବେ। ପୋଲିସ, ଅଗ୍ନିଶମ ଭଳି ସେବାରେ ମଧ୍ୟ ଏହା ସହାୟକ ହେବ। [1180, 507, 1494, 627]
editorial3-divider-1 [336, 1580, 337, 2336]
solution-cell: 5 [1418, 2172, 1436, 2190]
chakra-wheel-icon [1098, 12, 1160, 74]
solution-cell: 3 [1470, 2190, 1488, 2208]
solution-cell: 1 [1365, 2207, 1383, 2225]
contact-line: :miku11@yahoo.com (Use only for advertisements, commercial queries) [1195, 1520, 1479, 1546]
solution-cell: 9 [1400, 2190, 1418, 2208]
sudoku-cell: 9 [1254, 1902, 1287, 1935]
solution-cell: 5 [1330, 2225, 1348, 2243]
sudoku-cell [1287, 1869, 1320, 1902]
sudoku-footnote: ଏହାର ଉତ୍ତର ଆସନ୍ତାକାଲି ପ୍ରକାଶ ପାଇବ। [1231, 2072, 1443, 2086]
solution-cell: 7 [1365, 2172, 1383, 2190]
sudoku-cell [1385, 1803, 1418, 1836]
editor-email-link[interactable]: E-mail:dharitripress@gmail.com [1228, 1443, 1446, 1457]
editorial3-text-right2: ଆମ ଦେଶରେ ମଧ୍ୟ ଛେଳିପାଳନ ଗ୍ରାମାଞ୍ଚଳର ଏକ ପ୍ରମୁଖ ଜୀବିକା। ଯଦି ଏପରି ଅଭିନବ ଚିନ୍ତାଧାରା ଆମେ ଗ୍ରହଣ କରିବା ତେବେ ଚାଷୀମାନଙ୍କ ଆୟ ବଢ଼ିପାରିବ। ପର୍ଯ୍ୟଟନ ସହିତ ପଶୁପାଳନକୁ ଯୋଡ଼ି ନୂଆ ସୁଯୋଗ ସୃଷ୍ଟି କରାଯାଇପାରିବ। ଏହା ଦ୍ୱାରା ଗ୍ରାମ୍ୟ ଅର୍ଥନୀତି ସୁଦୃଢ଼ ହେବ। ସରକାର ଏହି ଦିଗରେ ପ୍ରୋତ୍ସାହନ ଦେବା ଉଚିତ। ଛୋଟ ଛୋଟ ପ୍ରୟାସ ମଧ୍ୟ ବଡ଼ ପରିବର୍ତ୍ତନ ଆଣିପାରେ। ଏହି ଟାୱାର ତାହାର ଏକ ଉଦାହରଣ। ପଶୁମାନଙ୍କ ପ୍ରତି ଦୟା ଓ ଯତ୍ନ ମାନବିକତାର ପରିଚୟ। [940, 1781, 1168, 1988]
ei-bharatare-title: ଏଇ ଭାରତରେ... [18, 13, 167, 38]
sudoku-cell [1385, 1770, 1418, 1803]
sudoku-cell: 9 [1418, 2033, 1451, 2066]
sudoku-cell [1320, 1902, 1353, 1935]
sudoku-cell: 8 [1451, 1967, 1484, 2000]
solution-cell: 8 [1470, 2242, 1488, 2260]
solution-cell: 7 [1330, 2137, 1348, 2155]
solution-cell: 3 [1435, 2225, 1453, 2243]
editorial3-text-mid2: ସୁରକ୍ଷା ଦୃଷ୍ଟିରୁ ଟାୱାରର ଚାରିପଟେ ବାଡ଼ ଦିଆଯାଇଛି। ଫାର୍ମର ମାଲିକ କହିଛନ୍ତି ଯେ ଛେଳିମାନଙ୍କ ଖୁସିରେ ହିଁ ଭଲ ଦୁଗ୍ଧ ଉତ୍ପାଦନ ହୁଏ। ଏହି ଫାର୍ମରେ ପ୍ରାୟ ୭୫୦ ଛେଳି ଅଛନ୍ତି। ସେମାନଙ୍କ ଯତ୍ନ ପାଇଁ ଅନେକ କର୍ମଚାରୀ ନିୟୋଜିତ। ପର୍ଯ୍ୟଟକମାନେ ଏଠାରେ ପନିର ଚାଖିବାର ସୁଯୋଗ ପାଆନ୍ତି। ଟାୱାର ପାଖରେ ଏକ ରେସ୍ତୋରାଁ ମଧ୍ୟ ଅଛି। ଏହି ଅଭିନବ ଚିନ୍ତାଧାରା ସମସ୍ତଙ୍କୁ ଆକର୍ଷିତ କରେ। ୨୦୦୮ ମସିହାରେ ଏହାକୁ ସଂସ୍କାର କରାଯାଇଥିଲା। [342, 1781, 610, 1936]
sudoku-cell: 7 [1287, 1934, 1320, 1967]
